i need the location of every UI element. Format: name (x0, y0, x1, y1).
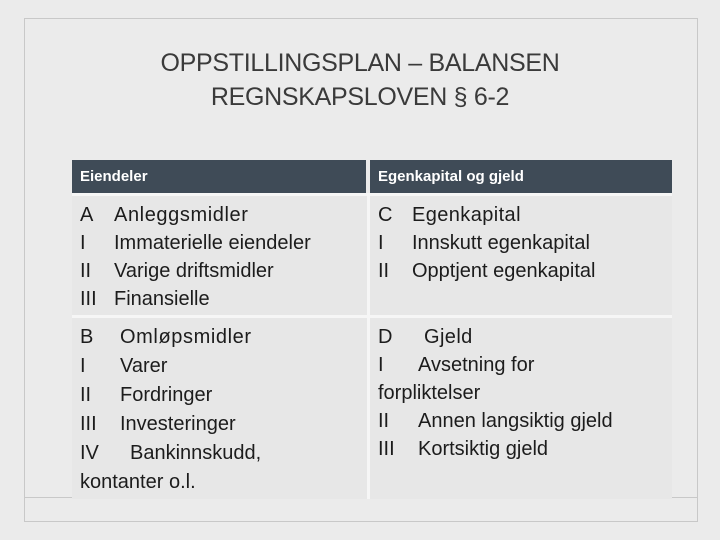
section-heading: Omløpsmidler (120, 326, 252, 348)
fixed-assets-heading (80, 201, 361, 229)
item-label: Annen langsiktig gjeld (418, 410, 613, 432)
item-number: II (80, 384, 92, 406)
item-number: IV (80, 442, 99, 464)
current-assets-heading (80, 323, 361, 352)
list-item (378, 257, 666, 285)
table-row (72, 315, 672, 499)
table-header-row (72, 160, 672, 193)
item-number: I (378, 232, 384, 254)
cell-current-assets (72, 315, 370, 499)
item-label: Immaterielle eiendeler (114, 232, 311, 254)
item-continuation: kontanter o.l. (80, 471, 196, 493)
list-item (378, 407, 666, 435)
title-line-2: REGNSKAPSLOVEN § 6-2 (210, 83, 510, 111)
item-number: II (80, 260, 92, 282)
item-number: II (378, 260, 390, 282)
balance-table (72, 160, 672, 499)
item-number: III (378, 438, 395, 460)
list-item (378, 229, 666, 257)
item-label: Varer (120, 355, 168, 377)
list-item (80, 352, 361, 381)
cell-equity (370, 193, 672, 315)
equity-heading (378, 201, 666, 229)
item-label: Avsetning for (418, 354, 535, 376)
item-number: II (378, 410, 390, 432)
slide-title (0, 46, 720, 114)
list-item (80, 381, 361, 410)
item-label: Investeringer (120, 413, 236, 435)
title-line-1: OPPSTILLINGSPLAN – BALANSEN (160, 49, 560, 77)
item-label: Fordringer (120, 384, 213, 406)
item-label: Innskutt egenkapital (412, 232, 590, 254)
section-letter: B (80, 326, 94, 348)
list-item (80, 410, 361, 439)
header-equity-debt: Egenkapital og gjeld (370, 160, 672, 193)
item-number: I (80, 355, 86, 377)
cell-debt (370, 315, 672, 499)
header-assets: Eiendeler (72, 160, 370, 193)
item-number: I (80, 232, 86, 254)
section-heading: Gjeld (424, 326, 473, 348)
list-item (80, 285, 361, 313)
item-label: Finansielle (114, 288, 210, 310)
debt-heading (378, 323, 666, 351)
cell-fixed-assets (72, 193, 370, 315)
list-item (80, 439, 361, 468)
table-row (72, 193, 672, 315)
list-item (378, 435, 666, 463)
item-continuation: forpliktelser (378, 382, 481, 404)
list-item (80, 229, 361, 257)
item-label: Varige driftsmidler (114, 260, 274, 282)
item-number: III (80, 413, 97, 435)
section-letter: A (80, 204, 94, 226)
list-item (378, 351, 666, 379)
section-letter: C (378, 204, 393, 226)
section-heading: Anleggsmidler (114, 204, 249, 226)
list-item (80, 257, 361, 285)
item-label: Bankinnskudd, (130, 442, 262, 464)
section-letter: D (378, 326, 393, 348)
item-label: Kortsiktig gjeld (418, 438, 549, 460)
item-number: III (80, 288, 97, 310)
item-number: I (378, 354, 384, 376)
item-label: Opptjent egenkapital (412, 260, 596, 282)
section-heading: Egenkapital (412, 204, 521, 226)
